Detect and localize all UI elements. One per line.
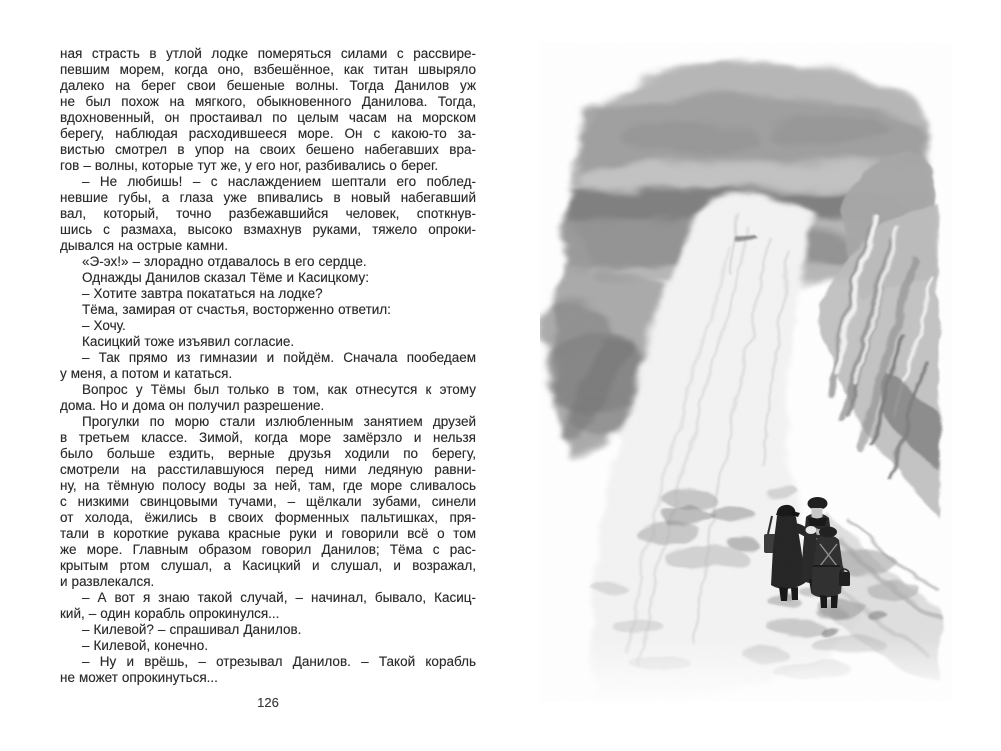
text-line: – Не любишь! – с наслаждением шептали его поблед- (82, 174, 476, 189)
text-line: в третьем классе. Зимой, когда море замёрзло и нельзя (60, 430, 476, 445)
text-line: – Так прямо из гимназии и пойдём. Сначала пообедаем (82, 350, 476, 365)
text-line: – Килевой? – спрашивал Данилов. (82, 622, 302, 637)
text-line: Прогулки по морю стали излюбленным занятием друзей (82, 414, 476, 429)
text-line: у меня, а потом и кататься. (60, 366, 233, 381)
text-line: смотрели на расстилавшуюся перед ними ледяную равни- (60, 462, 476, 477)
text-line: ну, на тёмную полосу воды за ней, там, где море сливалось (60, 478, 476, 493)
text-line: вистью смотрел в упор на своих бешено набегавших вра- (60, 142, 476, 157)
text-line: невшие губы, а глаза уже впивались в новый набегавший (60, 190, 476, 205)
text-line: от холода, ёжились в своих форменных пальтишках, пря- (60, 510, 476, 525)
text-line: певшим морем, когда оно, взбешённое, как титан швыряло (60, 62, 476, 77)
text-line: крытым ртом слушал, а Касицкий и слушал, и возражал, (60, 558, 476, 573)
text-line: было больше ездить, верные друзья ходили по берегу, (60, 446, 476, 461)
text-line: ная страсть в утлой лодке померяться силами с рассвире- (60, 46, 476, 61)
text-line: берегу, наблюдая расходившееся море. Он с какою-то за- (60, 126, 476, 141)
text-line: вдохновенный, он простаивал по целым часам на морском (60, 110, 476, 125)
text-line: – Хочу. (82, 318, 126, 333)
text-line: не может опрокинуться... (60, 670, 218, 685)
text-line: кий, – один корабль опрокинулся... (60, 606, 280, 621)
paper-grain (540, 42, 952, 702)
text-line: – Килевой, конечно. (82, 638, 208, 653)
text-line: – Хотите завтра покататься на лодке? (82, 286, 323, 301)
text-line: шись с размаха, высоко взмахнув руками, тяжело опроки- (60, 222, 476, 237)
text-line: вал, который, точно разбежавшийся человек, споткнув- (60, 206, 476, 221)
text-line: Однажды Данилов сказал Тёме и Касицкому: (82, 270, 369, 285)
text-line: далеко на берег свои бешеные волны. Тогда Данилов уж (60, 78, 476, 93)
text-line: дывался на острые камни. (60, 238, 228, 253)
text-line: же море. Главным образом говорил Данилов; Тёма с рас- (60, 542, 476, 557)
text-line: «Э-эх!» – злорадно отдавалось в его сердце. (82, 254, 367, 269)
text-line: Касицкий тоже изъявил согласие. (82, 334, 295, 349)
text-line: тали в короткие рукава красные руки и говорили всё о том (60, 526, 476, 541)
text-line: Вопрос у Тёмы был только в том, как отнесутся к этому (82, 382, 476, 397)
illustration (540, 42, 952, 702)
text-line: – Ну и врёшь, – отрезывал Данилов. – Такой корабль (82, 654, 476, 669)
text-line: дома. Но и дома он получил разрешение. (60, 398, 325, 413)
text-line: гов – волны, которые тут же, у его ног, разбивались о берег. (60, 158, 439, 173)
page-number: 126 (257, 695, 279, 710)
body-text (60, 46, 476, 686)
text-line: Тёма, замирая от счастья, восторженно ответил: (82, 302, 391, 317)
text-line: с низкими свинцовыми тучами, – щёлкали зубами, синели (60, 494, 476, 509)
text-line: – А вот я знаю такой случай, – начинал, бывало, Касиц- (82, 590, 476, 605)
text-line: и развлекался. (60, 574, 155, 589)
text-line: не был похож на мягкого, обыкновенного Данилова. Тогда, (60, 94, 476, 109)
